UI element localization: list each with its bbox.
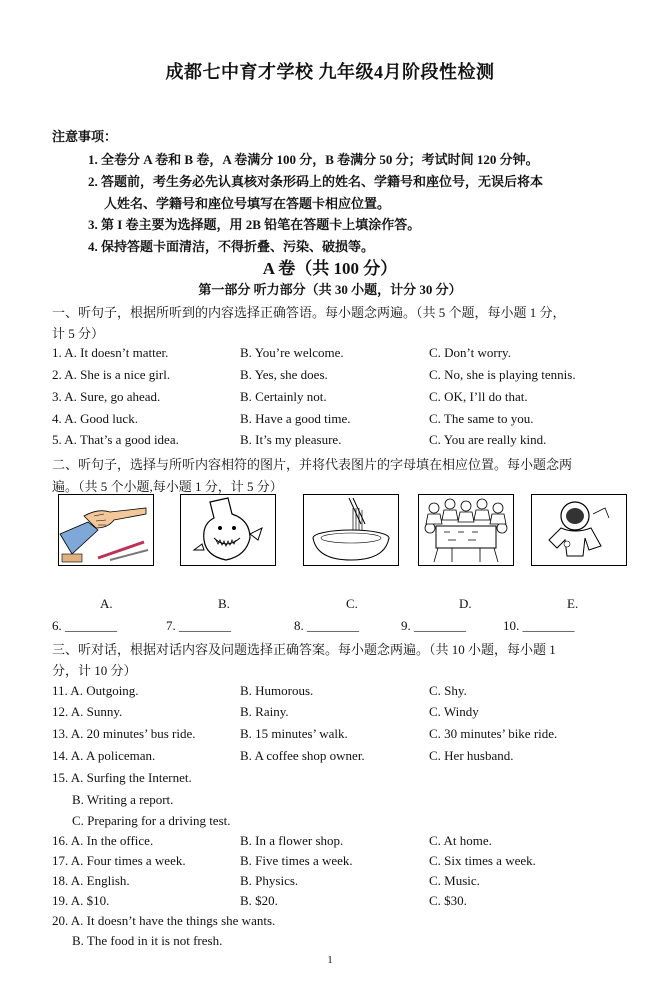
answer-blank-9[interactable]: 9. ________ bbox=[401, 618, 466, 633]
astronaut-icon bbox=[531, 494, 627, 566]
q19-option-c: C. $30. bbox=[429, 893, 467, 908]
s3-instruction: 三、听对话，根据对话内容及问题选择正确答案。每小题念两遍。（共 10 小题，每小题 1 bbox=[52, 642, 556, 657]
q2-option-a: 2. A. She is a nice girl. bbox=[52, 367, 171, 382]
q20-option-b: B. The food in it is not fresh. bbox=[72, 933, 223, 948]
q13-option-c: C. 30 minutes’ bike ride. bbox=[429, 726, 558, 741]
q13-option-a: 13. A. 20 minutes’ bus ride. bbox=[52, 726, 196, 741]
q14-option-b: B. A coffee shop owner. bbox=[240, 748, 365, 763]
q19-option-b: B. $20. bbox=[240, 893, 278, 908]
q12-option-a: 12. A. Sunny. bbox=[52, 704, 123, 719]
s2-instruction-cont: 遍。（共 5 个小题,每小题 1 分，计 5 分） bbox=[52, 479, 283, 494]
q15-option-b: B. Writing a report. bbox=[72, 792, 174, 807]
q3-option-a: 3. A. Sure, go ahead. bbox=[52, 389, 161, 404]
notice-item-3: 3. 第 I 卷主要为选择题，用 2B 铅笔在答题卡上填涂作答。 bbox=[88, 217, 421, 232]
q11-option-c: C. Shy. bbox=[429, 683, 467, 698]
answer-blank-8[interactable]: 8. ________ bbox=[294, 618, 359, 633]
picture-label-a: A. bbox=[100, 596, 113, 611]
q12-option-b: B. Rainy. bbox=[240, 704, 289, 719]
q1-option-c: C. Don’t worry. bbox=[429, 345, 511, 360]
q15-option-a: 15. A. Surfing the Internet. bbox=[52, 770, 192, 785]
q18-option-a: 18. A. English. bbox=[52, 873, 130, 888]
q14-option-a: 14. A. A policeman. bbox=[52, 748, 156, 763]
q18-option-b: B. Physics. bbox=[240, 873, 299, 888]
q1-option-b: B. You’re welcome. bbox=[240, 345, 344, 360]
pointing-hand-icon bbox=[58, 494, 154, 566]
q18-option-c: C. Music. bbox=[429, 873, 480, 888]
q4-option-c: C. The same to you. bbox=[429, 411, 534, 426]
q3-option-c: C. OK, I’ll do that. bbox=[429, 389, 528, 404]
answer-blank-7[interactable]: 7. ________ bbox=[166, 618, 231, 633]
noodles-bowl-icon bbox=[303, 494, 399, 566]
s2-instruction: 二、听句子，选择与所听内容相符的图片，并将代表图片的字母填在相应位置。每小题念两 bbox=[52, 457, 573, 472]
s3-instruction-cont: 分，计 10 分） bbox=[52, 663, 137, 678]
q11-option-b: B. Humorous. bbox=[240, 683, 314, 698]
q1-option-a: 1. A. It doesn’t matter. bbox=[52, 345, 169, 360]
q19-option-a: 19. A. $10. bbox=[52, 893, 110, 908]
q15-option-c: C. Preparing for a driving test. bbox=[72, 813, 231, 828]
picture-label-c: C. bbox=[346, 596, 358, 611]
q17-option-c: C. Six times a week. bbox=[429, 853, 536, 868]
q4-option-b: B. Have a good time. bbox=[240, 411, 351, 426]
picture-label-d: D. bbox=[459, 596, 472, 611]
q11-option-a: 11. A. Outgoing. bbox=[52, 683, 139, 698]
q16-option-a: 16. A. In the office. bbox=[52, 833, 154, 848]
q20-option-a: 20. A. It doesn’t have the things she wants. bbox=[52, 913, 276, 928]
q14-option-c: C. Her husband. bbox=[429, 748, 514, 763]
page-title: 成都七中育才学校 九年级4月阶段性检测 bbox=[165, 62, 495, 82]
notice-item-1: 1. 全卷分 A 卷和 B 卷，A 卷满分 100 分，B 卷满分 50 分；考试时间 120 分钟。 bbox=[88, 152, 539, 167]
section-a-heading: A 卷（共 100 分） bbox=[262, 259, 398, 278]
q4-option-a: 4. A. Good luck. bbox=[52, 411, 138, 426]
notice-item-2-cont: 人姓名、学籍号和座位号填写在答题卡相应位置。 bbox=[104, 196, 391, 211]
notice-item-2: 2. 答题前，考生务必先认真核对条形码上的姓名、学籍号和座位号，无误后将本 bbox=[88, 174, 544, 189]
q17-option-b: B. Five times a week. bbox=[240, 853, 353, 868]
answer-blank-10[interactable]: 10. ________ bbox=[503, 618, 575, 633]
crowd-dinner-icon bbox=[418, 494, 514, 566]
q3-option-b: B. Certainly not. bbox=[240, 389, 327, 404]
page-number: 1 bbox=[327, 954, 333, 966]
picture-label-b: B. bbox=[218, 596, 230, 611]
s1-instruction: 一、听句子，根据所听到的内容选择正确答语。每小题念两遍。（共 5 个题，每小题 1 分， bbox=[52, 305, 566, 320]
q16-option-c: C. At home. bbox=[429, 833, 492, 848]
q16-option-b: B. In a flower shop. bbox=[240, 833, 344, 848]
notice-heading: 注意事项： bbox=[52, 129, 118, 144]
q5-option-a: 5. A. That’s a good idea. bbox=[52, 432, 179, 447]
q5-option-b: B. It’s my pleasure. bbox=[240, 432, 342, 447]
shark-icon bbox=[180, 494, 276, 566]
picture-label-e: E. bbox=[567, 596, 579, 611]
q17-option-a: 17. A. Four times a week. bbox=[52, 853, 186, 868]
answer-blank-6[interactable]: 6. ________ bbox=[52, 618, 117, 633]
notice-item-4: 4. 保持答题卡面清洁，不得折叠、污染、破损等。 bbox=[88, 239, 375, 254]
part1-heading: 第一部分 听力部分（共 30 小题，计分 30 分） bbox=[198, 282, 462, 297]
q5-option-c: C. You are really kind. bbox=[429, 432, 547, 447]
q12-option-c: C. Windy bbox=[429, 704, 479, 719]
q2-option-b: B. Yes, she does. bbox=[240, 367, 328, 382]
s1-instruction-cont: 计 5 分） bbox=[52, 326, 105, 341]
q2-option-c: C. No, she is playing tennis. bbox=[429, 367, 576, 382]
q13-option-b: B. 15 minutes’ walk. bbox=[240, 726, 348, 741]
